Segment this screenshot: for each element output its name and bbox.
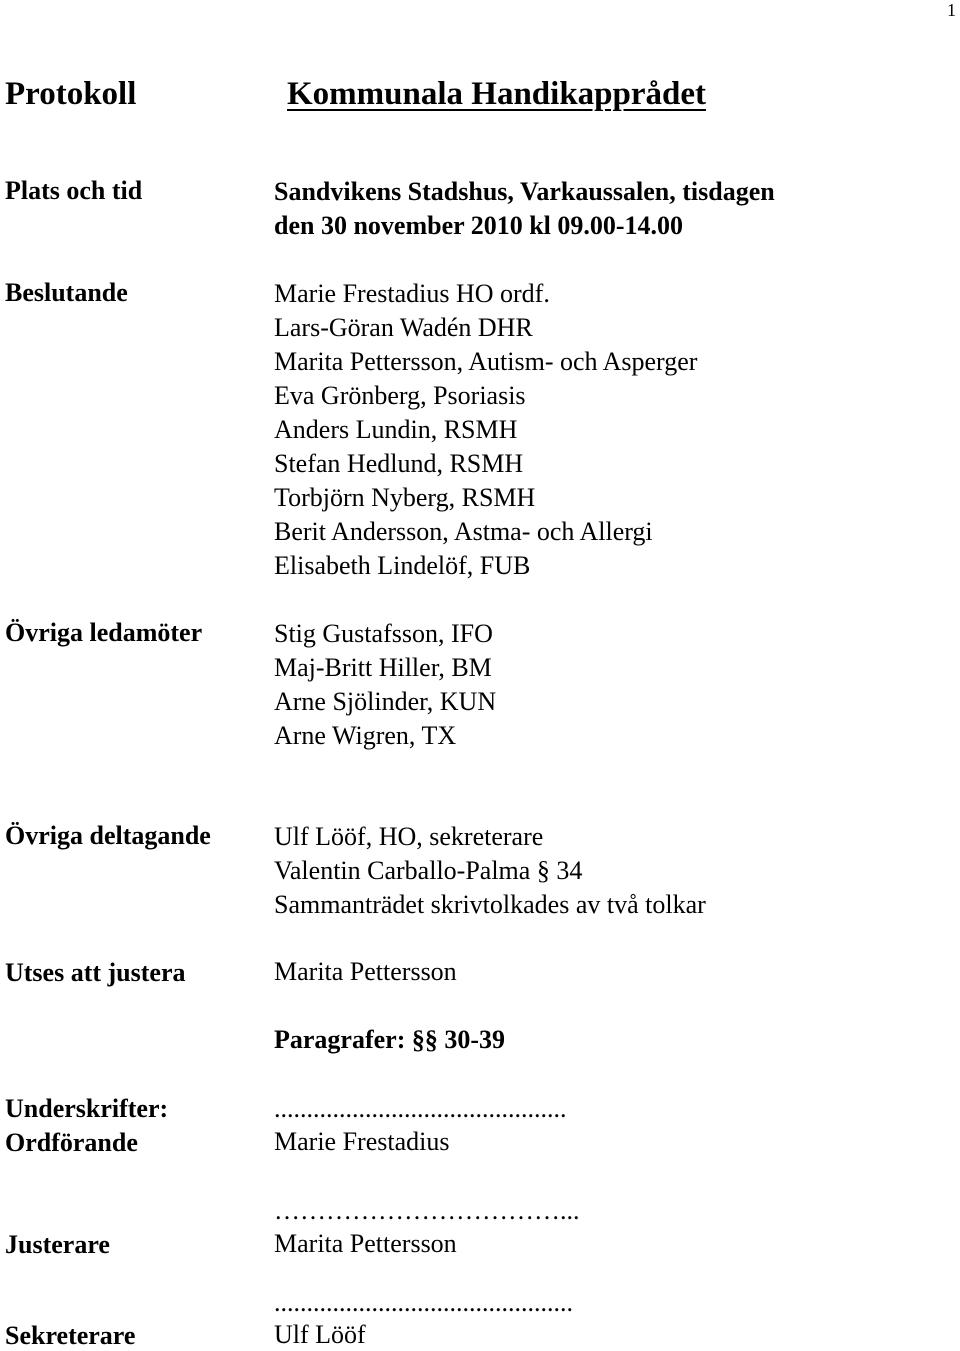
sekreterare-name: Ulf Lööf [274, 1320, 366, 1349]
justera-value: Marita Pettersson [274, 957, 457, 986]
ledamot-item: Stig Gustafsson, IFO [274, 619, 493, 648]
ordforande-name: Marie Frestadius [274, 1127, 450, 1156]
ledamot-item: Arne Wigren, TX [274, 721, 457, 750]
ovriga-ledamoter-list [274, 617, 496, 753]
ovriga-deltagande-label: Övriga deltagande [5, 821, 211, 850]
deltagare-item: Valentin Carballo-Palma § 34 [274, 856, 583, 885]
beslutande-list [274, 277, 697, 583]
beslutande-item: Marie Frestadius HO ordf. [274, 279, 550, 308]
doc-type-title: Protokoll [5, 76, 137, 112]
ovriga-deltagande-list [274, 820, 706, 922]
beslutande-item: Torbjörn Nyberg, RSMH [274, 483, 536, 512]
page-number: 1 [947, 0, 956, 20]
paragrafer: Paragrafer: §§ 30-39 [274, 1025, 506, 1054]
plats-value [274, 175, 775, 243]
deltagare-item: Ulf Lööf, HO, sekreterare [274, 822, 544, 851]
beslutande-label: Beslutande [5, 278, 128, 307]
plats-line: Sandvikens Stadshus, Varkaussalen, tisdagen [274, 177, 775, 206]
underskrifter-label: Underskrifter: [5, 1094, 169, 1123]
beslutande-item: Lars-Göran Wadén DHR [274, 313, 533, 342]
ledamot-item: Arne Sjölinder, KUN [274, 687, 497, 716]
ordforande-label: Ordförande [5, 1128, 138, 1157]
justerare-name: Marita Pettersson [274, 1229, 457, 1258]
beslutande-item: Marita Pettersson, Autism- och Asperger [274, 347, 698, 376]
sekreterare-label: Sekreterare [5, 1321, 136, 1350]
sekreterare-signature-line: .............................................. [274, 1288, 573, 1317]
deltagare-item: Sammanträdet skrivtolkades av två tolkar [274, 890, 706, 919]
organization-title: Kommunala Handikapprådet [287, 76, 707, 112]
ledamot-item: Maj-Britt Hiller, BM [274, 653, 492, 682]
plats-line: den 30 november 2010 kl 09.00-14.00 [274, 211, 684, 240]
beslutande-item: Berit Andersson, Astma- och Allergi [274, 517, 653, 546]
ordforande-signature-line: ............................................. [274, 1094, 567, 1123]
plats-label: Plats och tid [5, 176, 143, 205]
beslutande-item: Anders Lundin, RSMH [274, 415, 518, 444]
justerare-label: Justerare [5, 1230, 110, 1259]
beslutande-item: Stefan Hedlund, RSMH [274, 449, 524, 478]
justera-label: Utses att justera [5, 958, 186, 987]
justerare-signature-line: ……………………………... [274, 1196, 580, 1225]
beslutande-item: Eva Grönberg, Psoriasis [274, 381, 526, 410]
ovriga-ledamoter-label: Övriga ledamöter [5, 618, 203, 647]
beslutande-item: Elisabeth Lindelöf, FUB [274, 551, 531, 580]
